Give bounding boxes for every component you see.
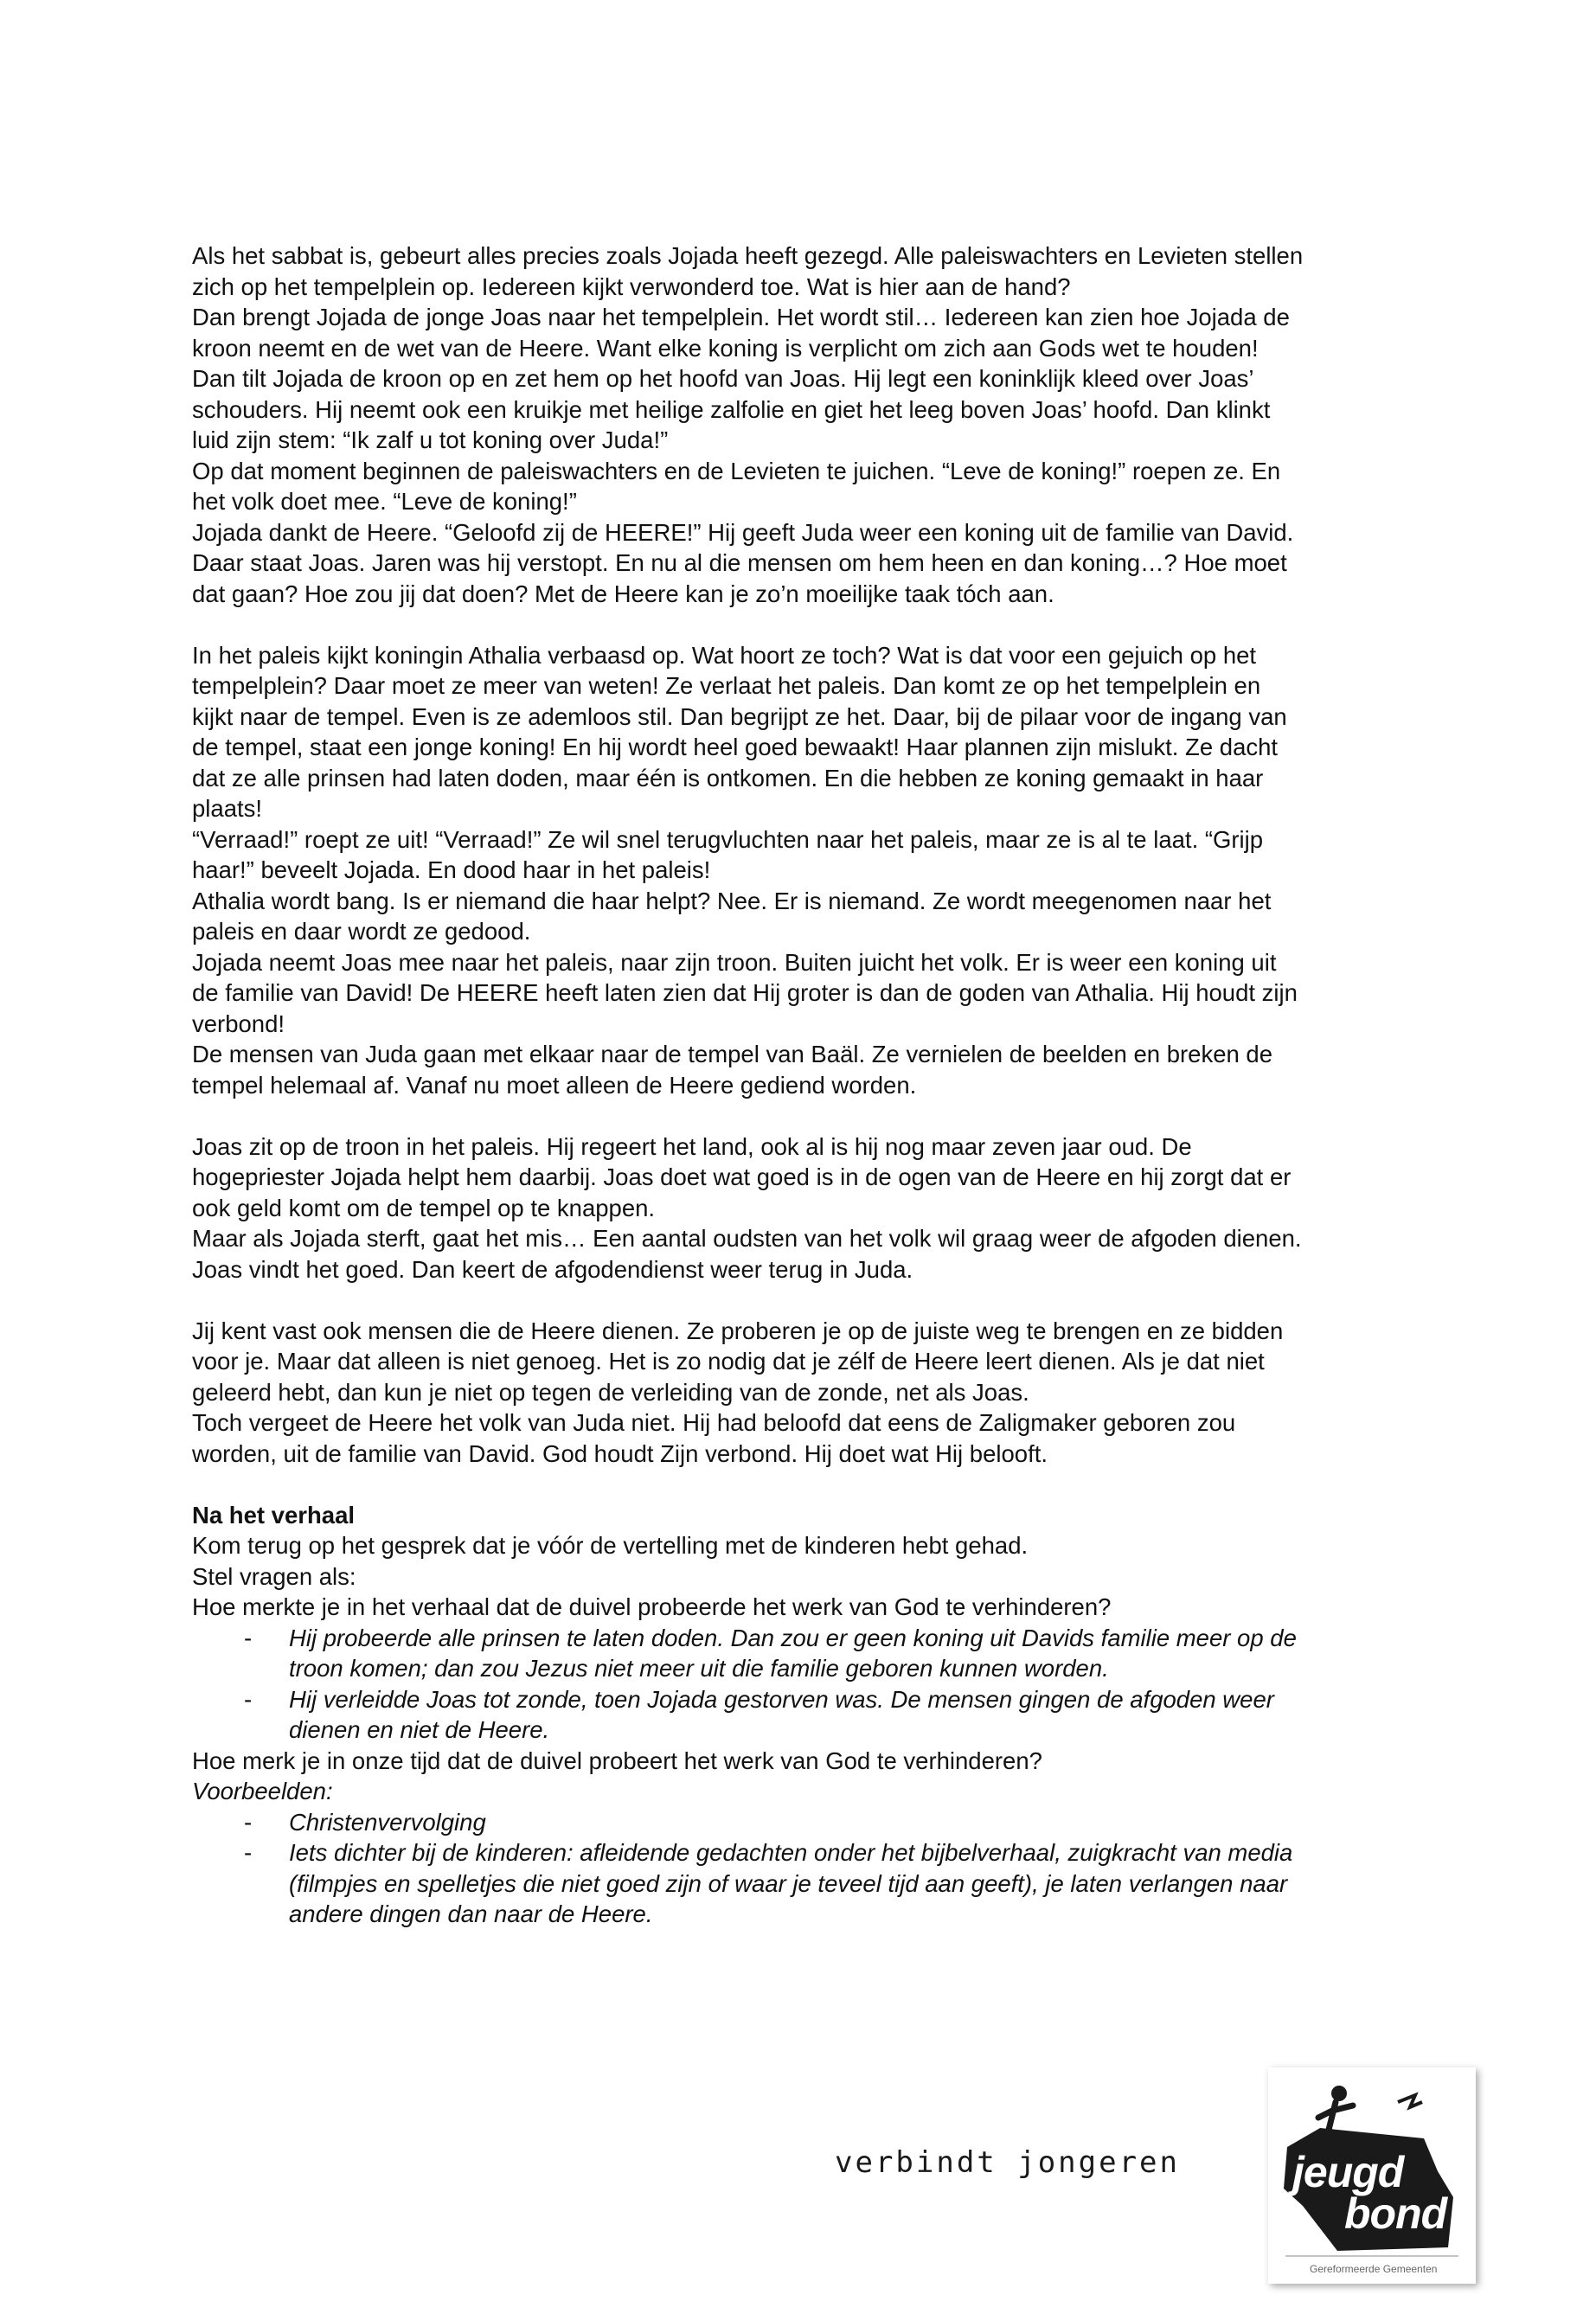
answer-list-2 <box>192 1807 1420 1930</box>
dash-bullet: - <box>244 1624 253 1651</box>
story-paragraph-1: Als het sabbat is, gebeurt alles precies zoals Jojada heeft gezegd. Alle paleiswachters en Levieten stellen zich op het tempelplein op. Iedereen kijkt verwonderd toe. Wat is hier aan de hand? Dan brengt Jojada de jonge Joas naar het tempelplein. Het wordt stil… Iedereen kan zien hoe Jojada de kroon neemt en de wet van de Heere. Want elke koning is verplicht om zich aan Gods wet te houden! Dan tilt Jojada de kroon op en zet hem op het hoofd van Joas. Hij legt een koninklijk kleed over Joas’ schouders. Hij neemt ook een kruikje met heilige zalfolie en giet het leeg boven Joas’ hoofd. Dan klinkt luid zijn stem: “Ik zalf u tot koning over Juda!” Op dat moment beginnen de paleiswachters en de Levieten te juichen. “Leve de koning!” roepen ze. En het volk doet mee. “Leve de koning!” Jojada dankt de Heere. “Geloofd zij de HEERE!” Hij geeft Juda weer een koning uit de familie van David. Daar staat Joas. Jaren was hij verstopt. En nu al die mensen om hem heen en dan koning…? Hoe moet dat gaan? Hoe zou jij dat doen? Met de Heere kan je zo’n moeilijke taak tóch aan. <box>192 242 1304 607</box>
logo-word-jeugd: jeugd <box>1292 2148 1404 2196</box>
examples-label: Voorbeelden: <box>192 1778 333 1804</box>
dash-bullet: - <box>244 1839 253 1866</box>
list-item: - Hij probeerde alle prinsen te laten doden. Dan zou er geen koning uit Davids familie meer op de troon komen; dan zou Jezus niet meer uit die familie geboren kunnen worden. <box>244 1624 1297 1682</box>
document-body <box>192 240 1420 1930</box>
dash-bullet: - <box>244 1808 253 1836</box>
question-1: Hoe merkte je in het verhaal dat de duivel probeerde het werk van God te verhinderen? <box>192 1593 1112 1620</box>
logo-subtitle: Gereformeerde Gemeenten <box>1310 2263 1438 2275</box>
answer-list-1 <box>192 1623 1420 1746</box>
intro-text: Kom terug op het gesprek dat je vóór de vertelling met de kinderen hebt gehad. <box>192 1532 1029 1559</box>
footer-slogan: verbindt jongeren <box>835 2145 1180 2180</box>
question-2: Hoe merk je in onze tijd dat de duivel probeert het werk van God te verhinderen? <box>192 1747 1042 1774</box>
intro-prompt: Stel vragen als: <box>192 1562 356 1590</box>
list-item: - Christenvervolging <box>192 1807 1420 1838</box>
logo-word-bond: bond <box>1344 2189 1447 2238</box>
section-heading: Na het verhaal <box>192 1501 356 1529</box>
story-paragraph-4: Jij kent vast ook mensen die de Heere dienen. Ze proberen je op de juiste weg te brengen en ze bidden voor je. Maar dat alleen is niet genoeg. Het is zo nodig dat je zélf de Heere leert dienen. Als je dat niet geleerd hebt, dan kun je niet op tegen de verleiding van de zonde, net als Joas. Toch vergeet de Heere het volk van Juda niet. Hij had beloofd dat eens de Zaligmaker geboren zou worden, uit de familie van David. God houdt Zijn verbond. Hij doet wat Hij belooft. <box>192 1317 1284 1467</box>
story-paragraph-2: In het paleis kijkt koningin Athalia verbaasd op. Wat hoort ze toch? Wat is dat voor een gejuich op het tempelplein? Daar moet ze meer van weten! Ze verlaat het paleis. Dan komt ze op het tempelplein en kijkt naar de tempel. Even is ze ademloos stil. Dan begrijpt ze het. Daar, bij de pilaar voor de ingang van de tempel, staat een jonge koning! En hij wordt heel goed bewaakt! Haar plannen zijn mislukt. Ze dacht dat ze alle prinsen had laten doden, maar één is ontkomen. En die hebben ze koning gemaakt in haar plaats! “Verraad!” roept ze uit! “Verraad!” Ze wil snel terugvluchten naar het paleis, maar ze is al te laat. “Grijp haar!” beveelt Jojada. En dood haar in het paleis! Athalia wordt bang. Is er niemand die haar helpt? Nee. Er is niemand. Ze wordt meegenomen naar het paleis en daar wordt ze gedood. Jojada neemt Joas mee naar het paleis, naar zijn troon. Buiten juicht het volk. Er is weer een koning uit de familie van David! De HEERE heeft laten zien dat Hij groter is dan de goden van Athalia. Hij houdt zijn verbond! De mensen van Juda gaan met elkaar naar de tempel van Baäl. Ze vernielen de beelden en breken de tempel helemaal af. Vanaf nu moet alleen de Heere gediend worden. <box>192 641 1298 1099</box>
list-item: - Hij verleidde Joas tot zonde, toen Jojada gestorven was. De mensen gingen de afgoden weer dienen en niet de Heere. <box>244 1685 1274 1743</box>
story-paragraph-3: Joas zit op de troon in het paleis. Hij regeert het land, ook al is hij nog maar zeven jaar oud. De hogepriester Jojada helpt hem daarbij. Joas doet wat goed is in de ogen van de Heere en hij zorgt dat er ook geld komt om de tempel op te knappen. Maar als Jojada sterft, gaat het mis… Een aantal oudsten van het volk wil graag weer de afgoden dienen. Joas vindt het goed. Dan keert de afgodendienst weer terug in Juda. <box>192 1132 1302 1283</box>
dash-bullet: - <box>244 1685 253 1713</box>
jeugdbond-logo <box>1268 2067 1476 2284</box>
list-item: - Iets dichter bij de kinderen: afleidende gedachten onder het bijbelverhaal, zuigkracht van media (filmpjes en spelletjes die niet goed zijn of waar je teveel tijd aan geeft), je laten verlangen naar andere dingen dan naar de Heere. <box>244 1839 1293 1927</box>
